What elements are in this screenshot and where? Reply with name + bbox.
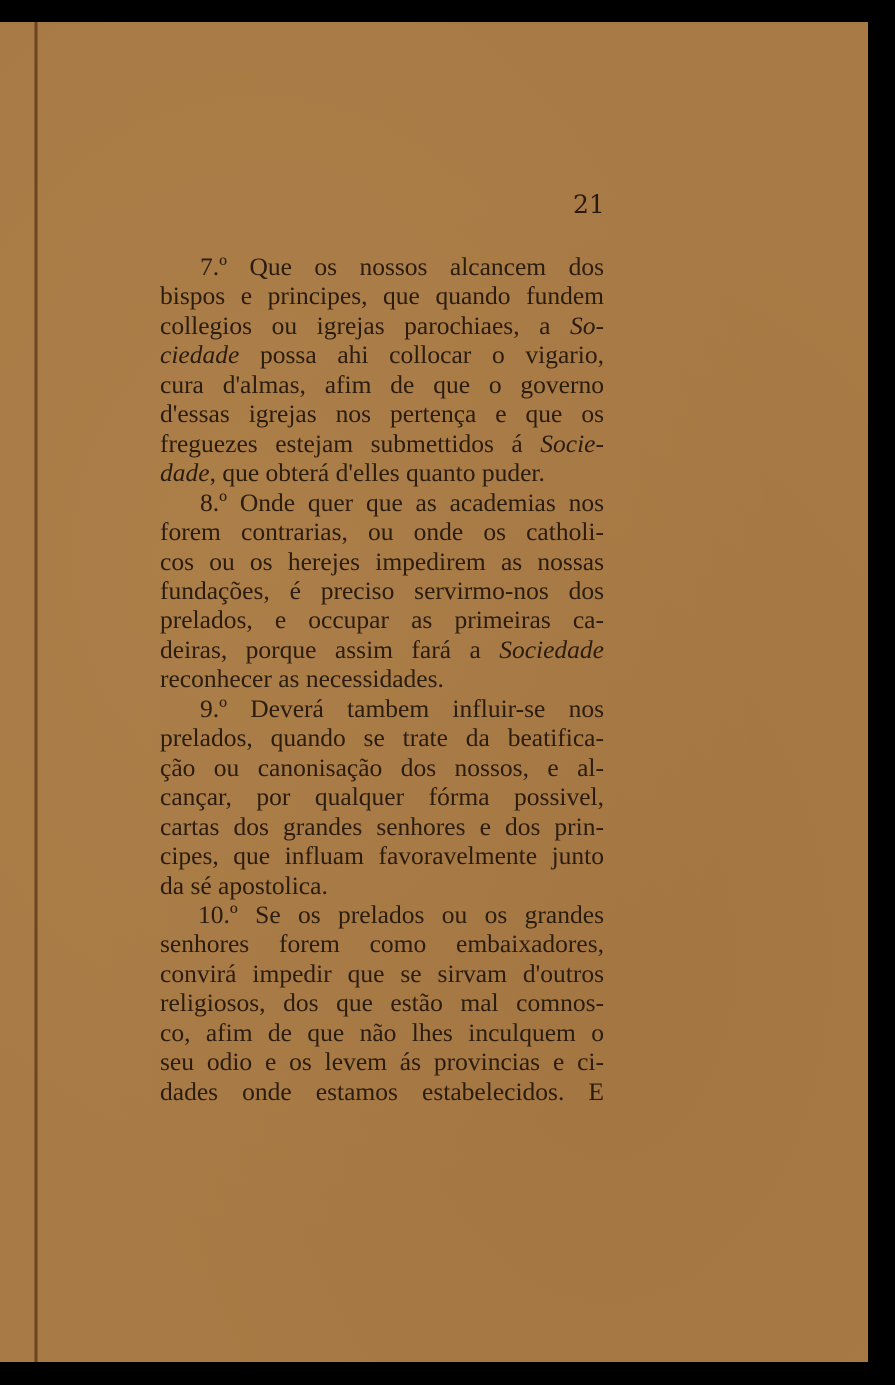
- text-line: senhores forem como embaixadores,: [160, 929, 604, 959]
- text-fragment: deiras, porque assim fará a: [160, 634, 500, 664]
- text-line: 7.º Que os nossos alcancem dos: [200, 252, 604, 281]
- text-line: dades onde estamos estabelecidos. E: [160, 1076, 604, 1106]
- italic-term: ciedade: [160, 340, 240, 370]
- text-line: ção ou canonisação dos nossos, e al-: [160, 752, 604, 782]
- text-line: forem contrarias, ou onde os catholi-: [160, 517, 604, 547]
- text-line: cartas dos grandes senhores e dos prin-: [160, 811, 604, 841]
- text-line: prelados, e occupar as primeiras ca-: [160, 605, 604, 635]
- text-line: seu odio e os levem ás provincias e ci-: [160, 1047, 604, 1077]
- paragraph-8: [122, 488, 604, 694]
- paragraph-10: [122, 900, 604, 1106]
- text-line: 8.º Onde quer que as academias nos: [200, 487, 604, 517]
- text-line: cipes, que influam favoravelmente junto: [160, 841, 604, 871]
- text-line: d'essas igrejas nos pertença e que os: [160, 399, 604, 429]
- paragraph-9: [122, 694, 604, 900]
- page-number: 21: [573, 190, 605, 219]
- text-line: cançar, por qualquer fórma possivel,: [160, 782, 604, 812]
- text-line: cos ou os herejes impedirem as nossas: [160, 546, 604, 576]
- text-line: bispos e principes, que quando fundem: [160, 281, 604, 311]
- text-line: 9.º Deverá tambem influir-se nos: [200, 693, 604, 723]
- text-line: cura d'almas, afim de que o governo: [160, 369, 604, 399]
- text-line: religiosos, dos que estão mal comnos-: [160, 988, 604, 1018]
- text-line: [122, 429, 604, 458]
- text-line: co, afim de que não lhes inculquem o: [160, 1017, 604, 1047]
- paragraph-7: [122, 252, 604, 488]
- text-line: reconhecer as necessidades.: [160, 664, 444, 694]
- text-line: 10.º Se os prelados ou os grandes: [198, 899, 604, 929]
- text-line: [122, 458, 604, 487]
- text-line: prelados, quando se trate da beatifica-: [160, 723, 604, 753]
- text-line: convirá impedir que se sirvam d'outros: [160, 958, 604, 988]
- text-fragment: , que obterá d'elles quanto puder.: [209, 458, 545, 488]
- body-text: [122, 252, 604, 1106]
- italic-term: Sociedade: [499, 634, 604, 664]
- italic-term: So-: [570, 310, 604, 340]
- text-line: [122, 340, 604, 369]
- text-line: [122, 311, 604, 340]
- text-line: fundações, é preciso servirmo-nos dos: [160, 575, 604, 605]
- text-line: da sé apostolica.: [160, 870, 328, 900]
- text-fragment: possa ahi collocar o vigario,: [239, 340, 604, 370]
- italic-term: dade: [160, 458, 210, 488]
- binding-edge: [34, 22, 38, 1362]
- text-fragment: freguezes estejam submettidos á: [160, 428, 541, 458]
- text-line: [122, 635, 604, 664]
- italic-term: Socie-: [540, 428, 604, 458]
- text-fragment: collegios ou igrejas parochiaes, a: [160, 310, 570, 340]
